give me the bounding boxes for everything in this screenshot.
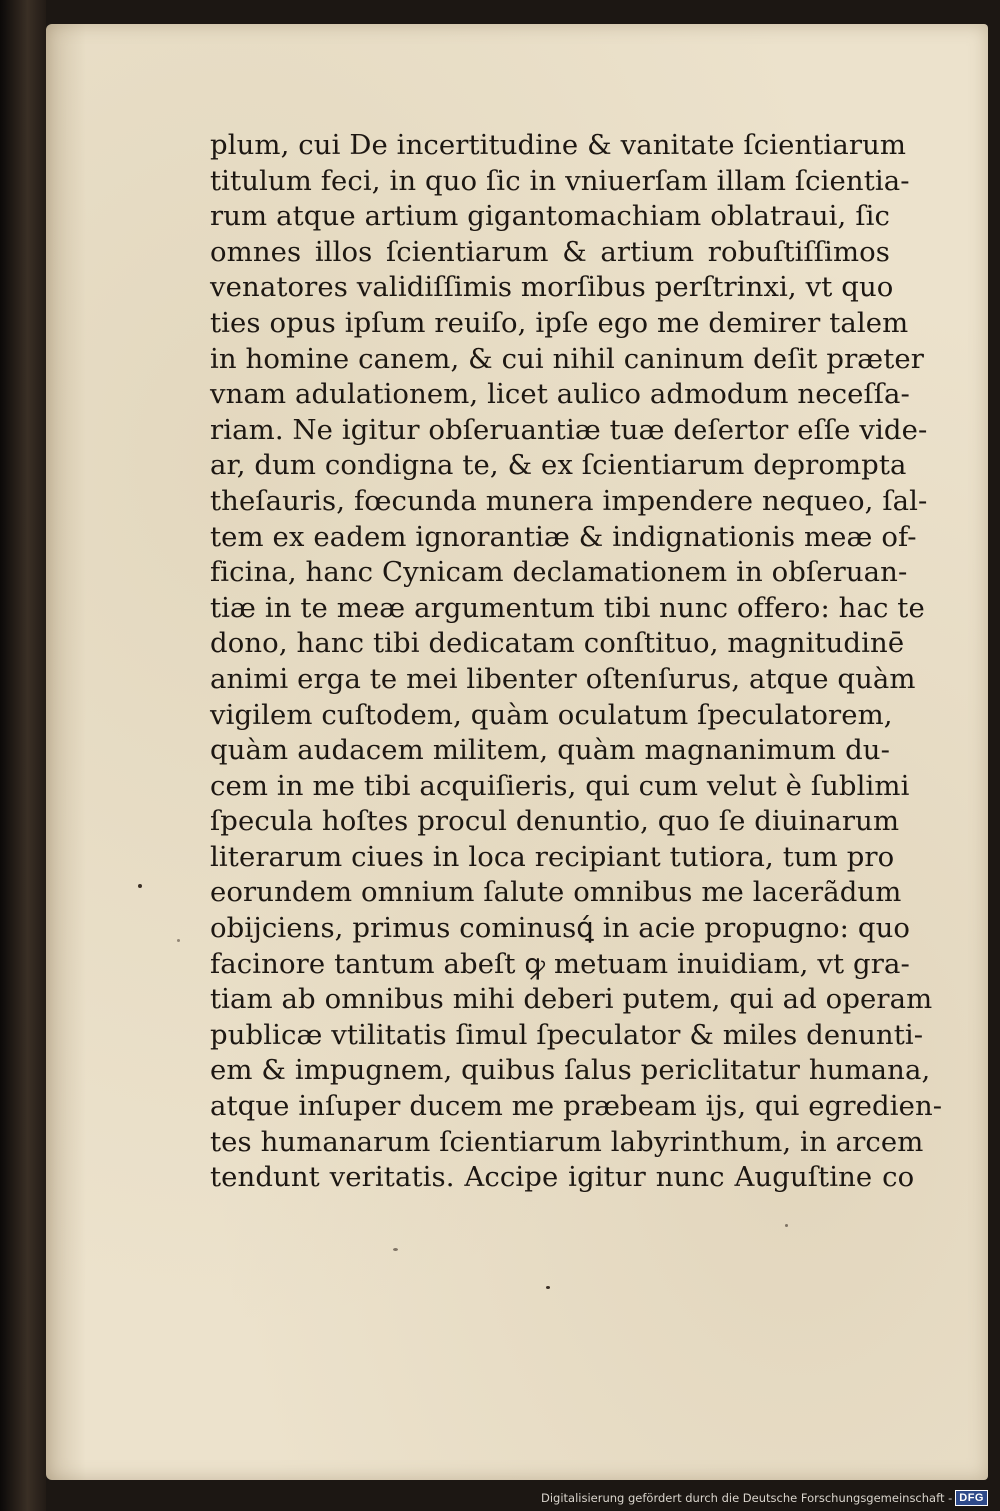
text-line: tendunt veritatis. Accipe igitur nunc Auguſtine co [210, 1161, 915, 1194]
text-line: plum, cui De incertitudine & vanitate ſcientiarum [210, 129, 907, 161]
text-line: in homine canem, & cui nihil caninum deſit præter [210, 342, 925, 375]
text-line: tem ex eadem ignorantiæ & indignationis meæ of- [210, 520, 917, 553]
text-line: tiam ab omnibus mihi deberi putem, qui ad operam [210, 983, 933, 1016]
text-line: omnes illos ſcientiarum & artium robuſtiſſimos [210, 235, 890, 268]
ink-speck [177, 939, 180, 942]
page-text [210, 128, 943, 1196]
ink-speck [138, 884, 142, 888]
text-line: dono, hanc tibi dedicatam conſtituo, magnitudinē [210, 627, 905, 660]
text-line: em & impugnem, quibus ſalus periclitatur humana, [210, 1054, 931, 1087]
text-line: theſauris, fœcunda munera impendere nequeo, ſal- [210, 484, 928, 517]
ink-speck [785, 1224, 788, 1227]
text-line: cem in me tibi acquiſieris, qui cum velut è ſublimi [210, 769, 910, 802]
text-line: ficina, hanc Cynicam declamationem in obſeruan- [210, 556, 908, 589]
text-line: publicæ vtilitatis ſimul ſpeculator & miles denunti- [210, 1018, 924, 1051]
text-line: eorundem omnium ſalute omnibus me lacerãdum [210, 876, 902, 909]
book-page [46, 24, 988, 1480]
text-line: facinore tantum abeſt ꝙ metuam inuidiam, vt gra- [210, 947, 910, 980]
text-line: vigilem cuſtodem, quàm oculatum ſpeculatorem, [210, 698, 893, 731]
text-line: literarum ciues in loca recipiant tutiora, tum pro [210, 840, 895, 873]
digitization-footer [541, 1488, 988, 1508]
footer-credit: Digitalisierung gefördert durch die Deutsche Forschungsgemeinschaft - [540, 1491, 953, 1505]
text-line: riam. Ne igitur obſeruantiæ tuæ deſertor eſſe vide- [210, 413, 928, 446]
text-line: vnam adulationem, licet aulico admodum neceſſa- [210, 378, 910, 411]
text-line: titulum feci, in quo ſic in vniuerſam illam ſcientia- [210, 164, 910, 197]
text-line: tiæ in te meæ argumentum tibi nunc offero: hac te [210, 591, 925, 624]
text-line: ſpecula hoſtes procul denuntio, quo ſe diuinarum [210, 805, 900, 838]
text-line: ties opus ipſum reuiſo, ipſe ego me demirer talem [210, 306, 909, 339]
text-line: animi erga te mei libenter oſtenſurus, atque quàm [210, 662, 916, 695]
text-line: atque inſuper ducem me præbeam ijs, qui egredien- [210, 1090, 943, 1123]
text-line: venatores validiſſimis morſibus perſtrinxi, vt quo [210, 271, 894, 304]
text-line: quàm audacem militem, quàm magnanimum du- [210, 734, 890, 767]
dfg-logo: DFG [955, 1490, 988, 1506]
text-line: obijciens, primus cominusꝗ́ in acie propugno: quo [210, 912, 911, 945]
text-line: tes humanarum ſcientiarum labyrinthum, in arcem [210, 1125, 924, 1158]
text-line: rum atque artium gigantomachiam oblatraui, ſic [210, 200, 890, 233]
text-line: ar, dum condigna te, & ex ſcientiarum deprompta [210, 449, 907, 482]
book-spine [0, 0, 46, 1511]
ink-speck [546, 1286, 550, 1289]
ink-speck [393, 1248, 398, 1251]
